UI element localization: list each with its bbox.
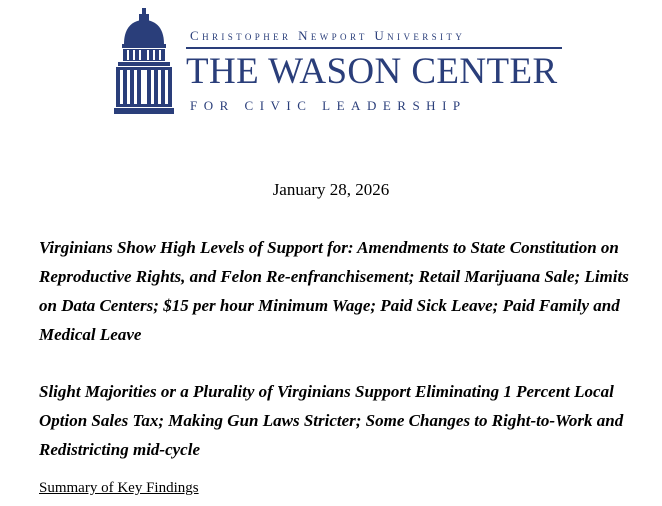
wason-center-logo [112,8,572,118]
center-subtitle: FOR CIVIC LEADERSHIP [190,98,467,113]
capitol-dome-icon [114,8,174,114]
release-date: January 28, 2026 [272,180,390,199]
summary-of-key-findings-link[interactable]: Summary of Key Findings [39,480,199,496]
center-name: THE WASON CENTER [186,51,558,92]
logo-divider [186,47,562,49]
university-name: Christopher Newport University [190,28,466,43]
headline-1: Virginians Show High Levels of Support for: Amendments to State Constitution on Reproductive Rights, and Felon Re-enfranchisement; Retail Marijuana Sale; Limits on Data Centers; $15 per hour Minimum Wage; Paid Sick Leave; Paid Family and Medical Leave [39,238,629,344]
headline-2: Slight Majorities or a Plurality of Virginians Support Eliminating 1 Percent Local Option Sales Tax; Making Gun Laws Stricter; Some Changes to Right-to-Work and Redistricting mid-cycle [39,382,624,459]
